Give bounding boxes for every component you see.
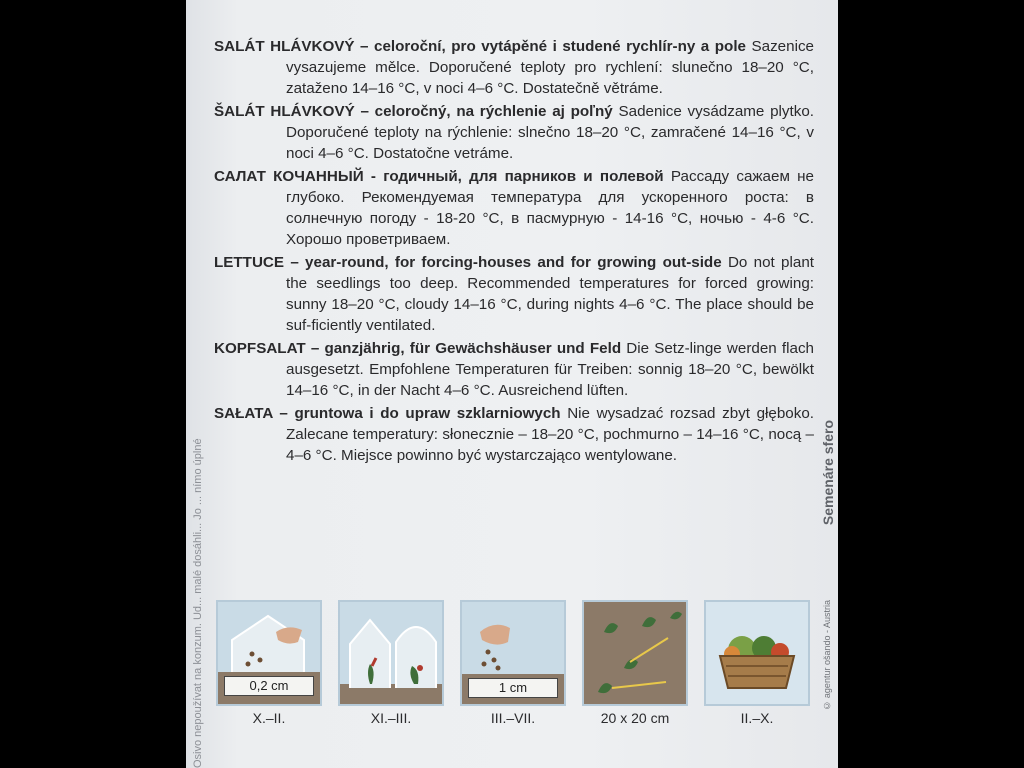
entry-body: Sazenice vysazujeme mělce. Doporučené teploty pro rychlení: slunečno 18–20 °C, zataženo 14–16 °C, v noci 4–6 °C. Dostatečně větráme. <box>286 38 814 97</box>
entry-body: Sadenice vysádzame plytko. Doporučené teploty na rýchlenie: slnečno 18–20 °C, zamračené 14–16 °C, v noci 4–6 °C. Dostatočne vetráme. <box>286 103 814 162</box>
spacing-icon <box>584 602 686 704</box>
copyright-vertical-text: © agentur ošando - Austria <box>822 600 832 711</box>
pictogram-caption: X.–II. <box>252 710 286 726</box>
entry-english <box>214 252 814 336</box>
pictogram-caption: II.–X. <box>740 710 774 726</box>
basket-icon <box>706 602 808 704</box>
entry-russian <box>214 166 814 250</box>
entry-heading: SAŁATA – gruntowa i do upraw szklarniowych <box>214 405 561 422</box>
pictogram-direct-sowing <box>460 600 566 706</box>
cover-planting-icon <box>340 602 442 704</box>
entry-czech <box>214 36 814 99</box>
instructions-text <box>214 36 814 468</box>
pictogram-caption: 20 x 20 cm <box>600 710 670 726</box>
entry-body: Рассаду сажаем не глубоко. Рекомендуемая температура для ускоренного роста: в солнечную погоду - 18-20 °C, в пасмурную - 14-16 °C, ночью - 4-6 °C. Хорошо проветриваем. <box>286 168 814 248</box>
entry-body: Die Setz-linge werden flach ausgesetzt. Empfohlene Temperaturen für Treiben: sonnig 18–20 °C, bewölkt 14–16 °C, in der Nacht 4–6 °C. Ausreichend lüften. <box>286 340 814 399</box>
entry-heading: LETTUCE – year-round, for forcing-houses and for growing out-side <box>214 254 722 271</box>
pictogram-sowing-depth-greenhouse <box>216 600 322 706</box>
pictogram-harvest-basket <box>704 600 810 706</box>
pictogram-row <box>216 600 816 726</box>
side-print-left <box>192 0 208 768</box>
entry-polish <box>214 403 814 466</box>
pictogram-caption: III.–VII. <box>490 710 536 726</box>
pictogram-planting-under-cover <box>338 600 444 706</box>
side-print-right <box>818 0 838 768</box>
entry-body: Nie wysadzać rozsad zbyt głęboko. Zalecane temperatury: słonecznie – 18–20 °C, pochmurno – 14–16 °C, nocą – 4–6 °C. Miejsce powinno być wystarczająco wentylowane. <box>286 405 814 464</box>
pictogram-spacing <box>582 600 688 706</box>
entry-heading: ŠALÁT HLÁVKOVÝ – celoročný, na rýchlenie aj poľný <box>214 103 613 120</box>
depth-label: 0,2 cm <box>224 676 314 696</box>
side-note-text: Osivo nepoužívat na konzum. Ud... malé dosáhli... Jo ... nímo úplné <box>192 438 204 768</box>
depth-label: 1 cm <box>468 678 558 698</box>
entry-heading: SALÁT HLÁVKOVÝ – celoroční, pro vytápěné i studené rychlír-ny a pole <box>214 38 746 55</box>
entry-body: Do not plant the seedlings too deep. Recommended temperatures for forced growing: sunny 18–20 °C, cloudy 14–16 °C, during nights 4–6 °C. The place should be suf-ficiently ventilated. <box>286 254 814 334</box>
entry-heading: KOPFSALAT – ganzjährig, für Gewächshäuser und Feld <box>214 340 622 357</box>
pictogram-caption: XI.–III. <box>370 710 412 726</box>
brand-vertical-text: Semenáre sfero <box>820 420 836 526</box>
entry-heading: САЛАТ КОЧАННЫЙ - годичный, для парников и полевой <box>214 168 664 185</box>
entry-german <box>214 338 814 401</box>
entry-slovak <box>214 101 814 164</box>
